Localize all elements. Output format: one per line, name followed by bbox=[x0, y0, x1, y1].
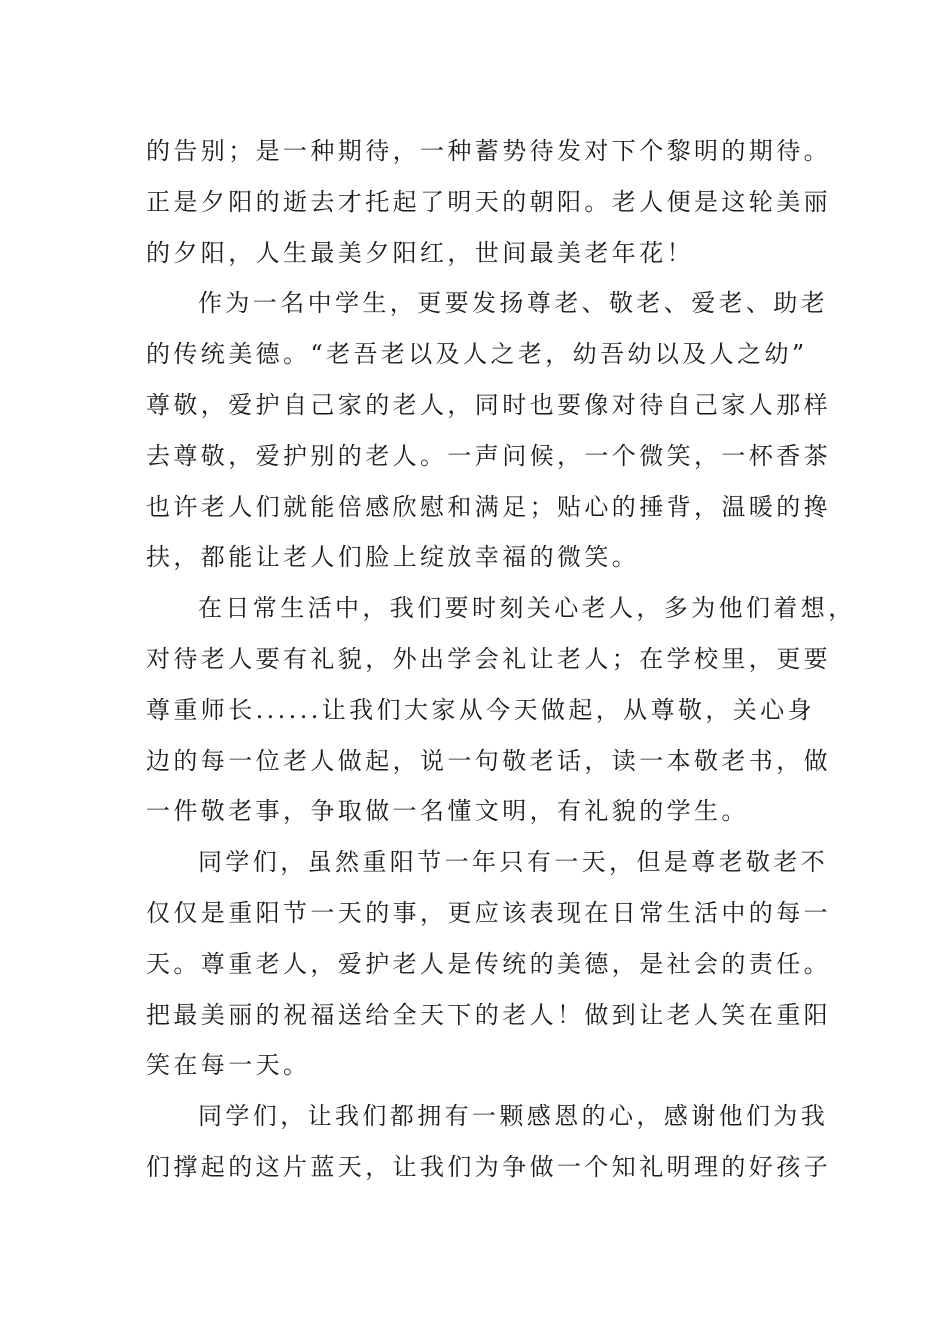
text-line: 对待老人要有礼貌，外出学会礼让老人；在学校里，更要 bbox=[146, 644, 831, 673]
text-line: 同学们，虽然重阳节一年只有一天，但是尊老敬老不 bbox=[198, 848, 829, 877]
paragraph-2 bbox=[146, 278, 831, 583]
text-line: 一件敬老事，争取做一名懂文明，有礼貌的学生。 bbox=[146, 797, 749, 826]
text-line: 的传统美德。“老吾老以及人之老，幼吾幼以及人之幼” bbox=[146, 340, 808, 369]
paragraph-5 bbox=[146, 1091, 831, 1193]
text-line: 们撑起的这片蓝天，让我们为争做一个知礼明理的好孩子 bbox=[146, 1152, 831, 1181]
text-line: 在日常生活中，我们要时刻关心老人，多为他们着想， bbox=[198, 594, 856, 623]
text-line: 仅仅是重阳节一天的事，更应该表现在日常生活中的每一 bbox=[146, 898, 831, 927]
text-line: 把最美丽的祝福送给全天下的老人！做到让老人笑在重阳 bbox=[146, 1000, 831, 1029]
document-body bbox=[146, 126, 856, 1193]
text-line: 笑在每一天。 bbox=[146, 1051, 311, 1080]
text-line: 作为一名中学生，更要发扬尊老、敬老、爱老、助老 bbox=[198, 289, 829, 318]
paragraph-3 bbox=[146, 583, 856, 837]
paragraph-4 bbox=[146, 837, 831, 1091]
text-line: 尊重师长......让我们大家从今天做起，从尊敬，关心身 bbox=[146, 695, 815, 724]
text-line: 的夕阳，人生最美夕阳红，世间最美老年花！ bbox=[146, 238, 694, 267]
text-line: 正是夕阳的逝去才托起了明天的朝阳。老人便是这轮美丽 bbox=[146, 187, 831, 216]
text-line: 尊敬，爱护自己家的老人，同时也要像对待自己家人那样 bbox=[146, 390, 831, 419]
text-line: 扶，都能让老人们脸上绽放幸福的微笑。 bbox=[146, 543, 640, 572]
text-line: 的告别；是一种期待，一种蓄势待发对下个黎明的期待。 bbox=[146, 137, 831, 165]
text-line: 边的每一位老人做起，说一句敬老话，读一本敬老书，做 bbox=[146, 746, 831, 775]
paragraph-1 bbox=[146, 126, 831, 278]
text-line: 天。尊重老人，爱护老人是传统的美德，是社会的责任。 bbox=[146, 949, 831, 978]
text-line: 也许老人们就能倍感欣慰和满足；贴心的捶背，温暖的搀 bbox=[146, 492, 831, 521]
text-line: 去尊敬，爱护别的老人。一声问候，一个微笑，一杯香茶 bbox=[146, 441, 831, 470]
text-line: 同学们，让我们都拥有一颗感恩的心，感谢他们为我 bbox=[198, 1102, 829, 1131]
